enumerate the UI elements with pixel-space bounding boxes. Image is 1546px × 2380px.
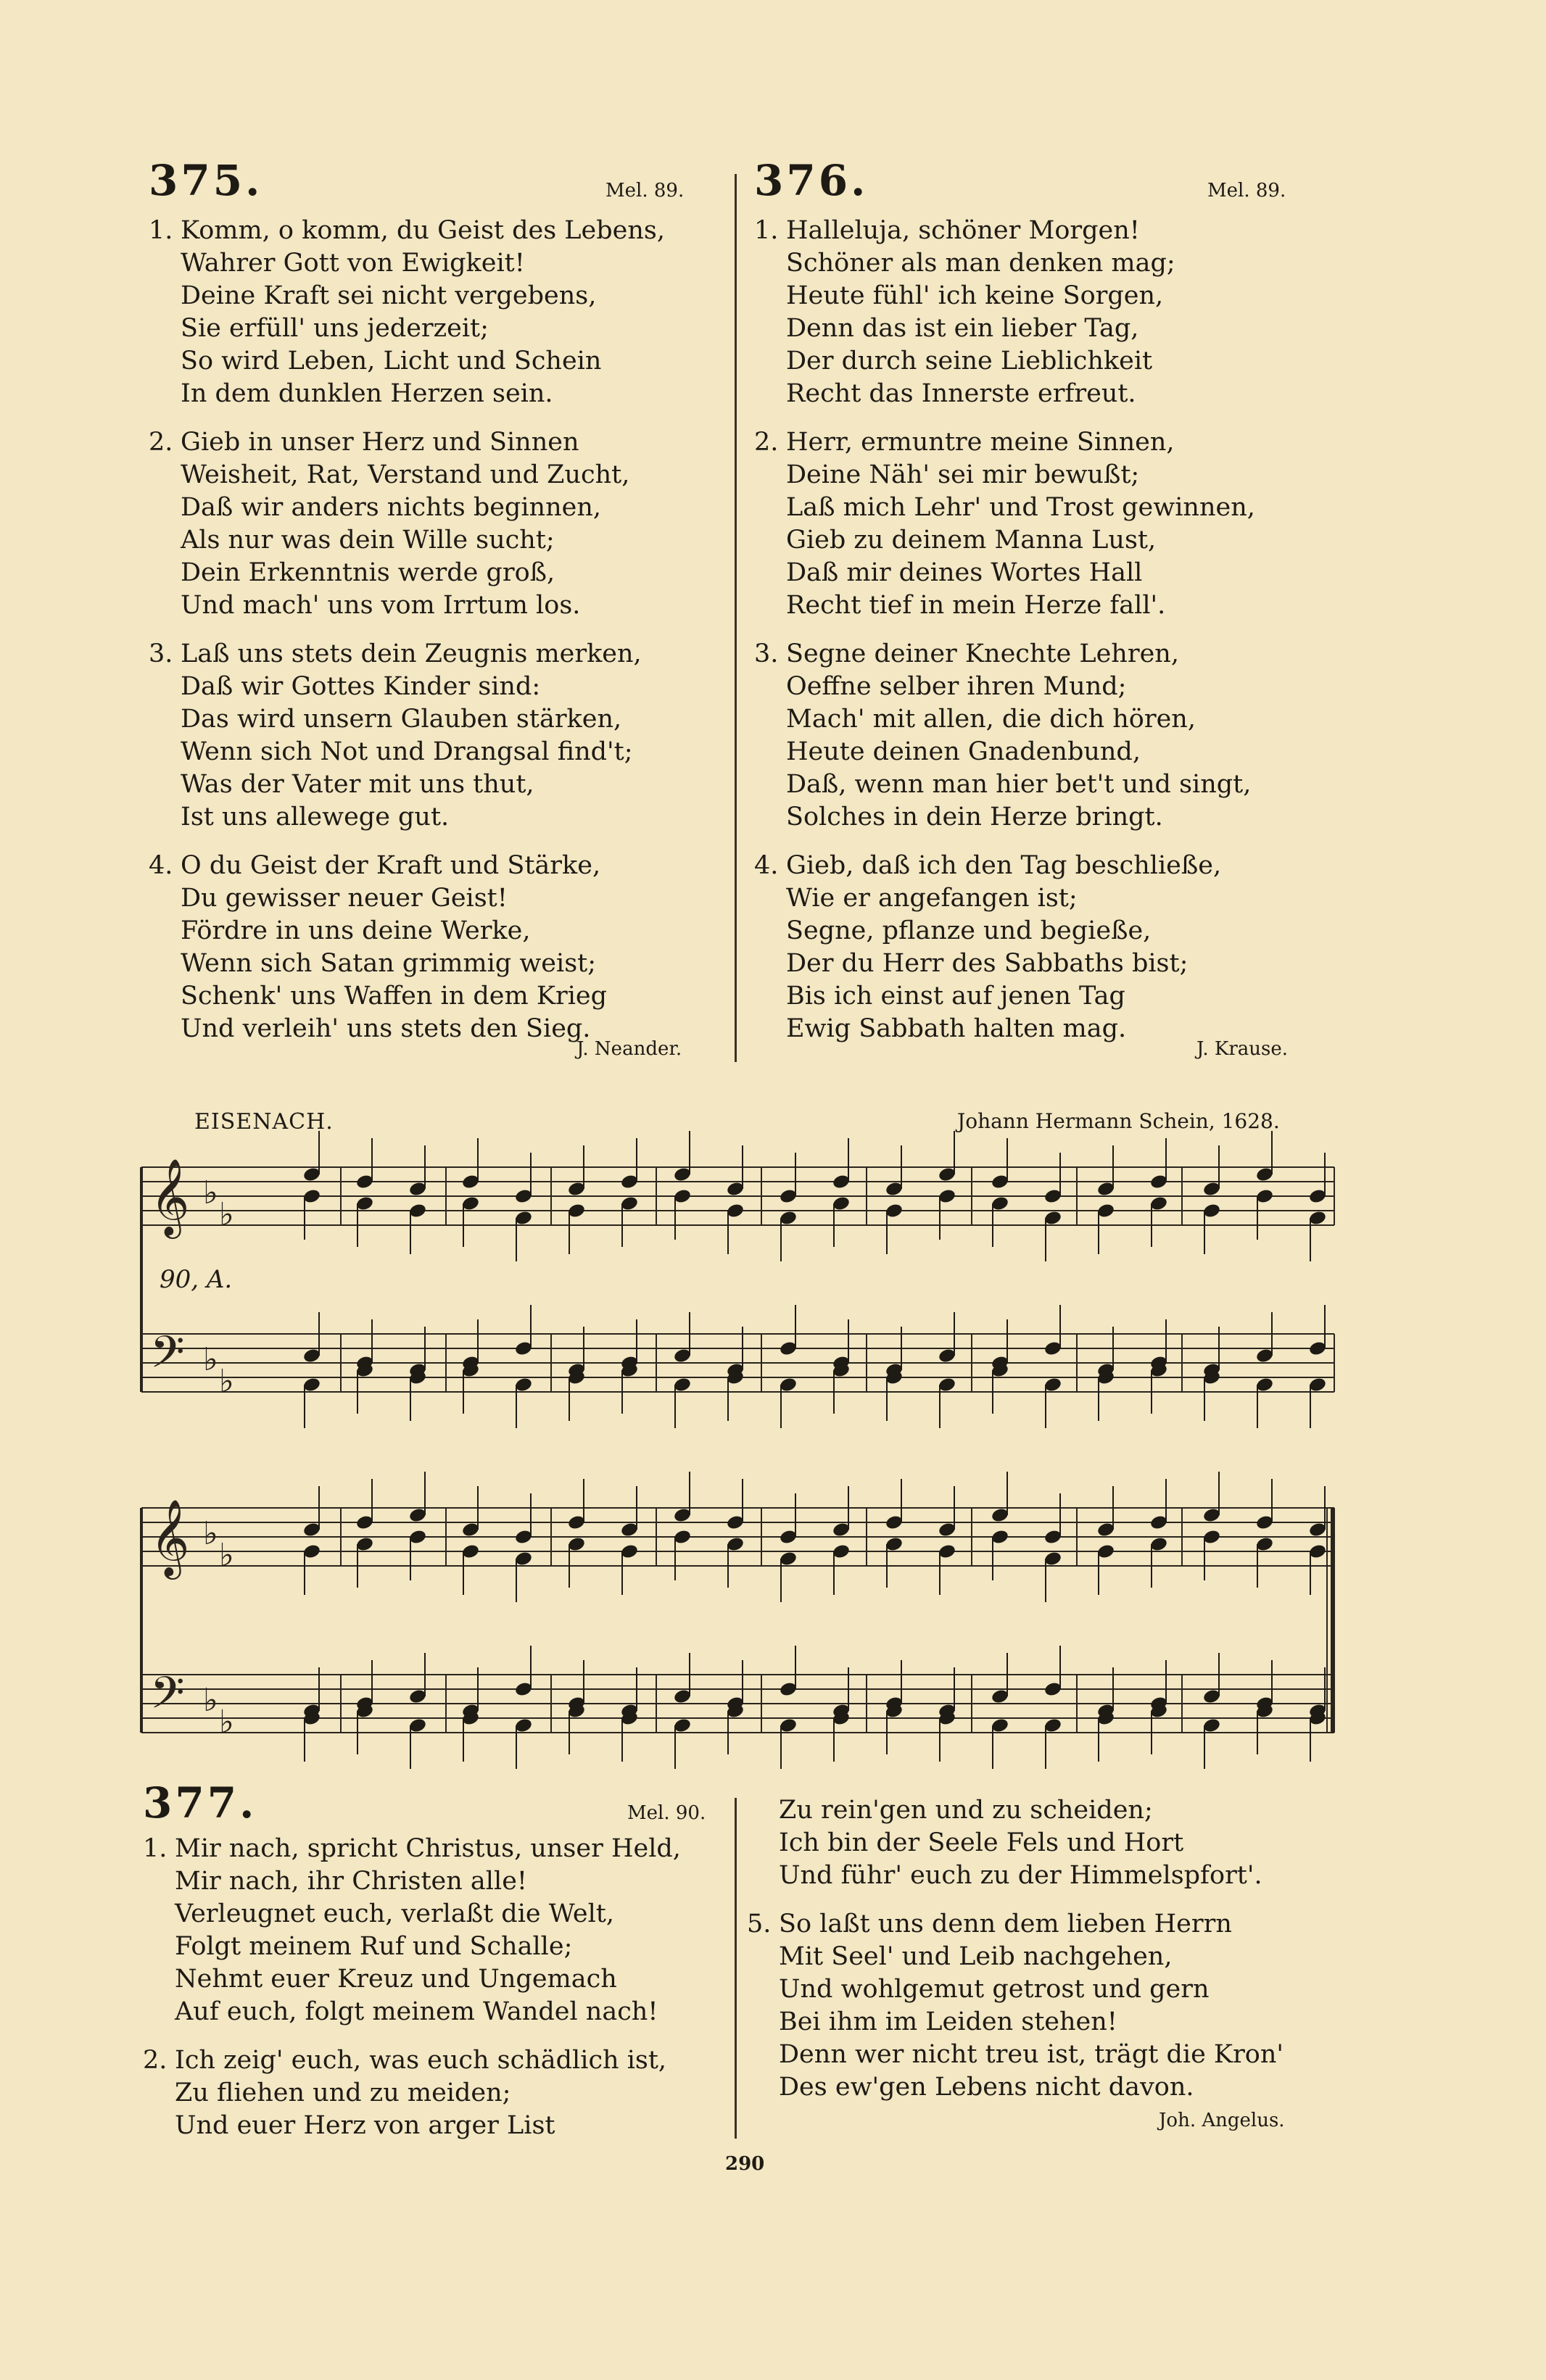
verse-text: Verleugnet euch, verlaßt die Welt, [175,1899,614,1928]
verse-line [754,378,1305,410]
verse-text: Gieb zu deinem Manna Lust, [786,526,1157,555]
verse-text: Der du Herr des Sabbaths bist; [786,949,1189,978]
verse [747,1908,1327,2104]
verse-number: 5. [747,1910,772,1939]
verse-line [754,948,1305,980]
verse-text: Gieb, daß ich den Tag beschließe, [786,851,1222,880]
verse [143,1833,723,2028]
verse-text: Mach' mit allen, die dich hören, [786,705,1196,734]
bass-flat-icon: ♭ [203,1341,218,1378]
hymn-author: J. Krause. [1196,1038,1289,1060]
hymn-author: J. Neander. [576,1038,682,1060]
verse-line [754,247,1305,280]
verse [149,850,722,1045]
verse-line [149,215,722,247]
verse-number: 3. [754,639,779,668]
verse-text: Ewig Sabbath halten mag. [786,1014,1127,1043]
verse-text: Und verleih' uns stets den Sieg. [181,1014,591,1043]
verse-text: In dem dunklen Herzen sein. [181,379,553,408]
verse-line [149,492,722,524]
verse-line [747,2039,1327,2071]
verse-line [747,2006,1327,2039]
verse-line [754,638,1305,671]
treble-flat-icon: ♭ [219,1537,234,1574]
verse-line [747,1859,1327,1892]
verse-line [143,2110,723,2142]
verse-line [149,703,722,736]
verse-text: Daß wir anders nichts beginnen, [181,493,601,522]
tune-composer: Johann Hermann Schein, 1628. [957,1109,1280,1133]
column-divider [735,174,737,1062]
verse-text: Heute deinen Gnadenbund, [786,737,1141,766]
verse-text: Schenk' uns Waffen in dem Krieg [181,982,608,1011]
hymn-375 [149,156,722,1060]
verse-line [143,1898,723,1931]
verse-text: Der durch seine Lieblichkeit [786,347,1153,376]
verse-text: Laß uns stets dein Zeugnis merken, [181,639,642,668]
verse-line [149,345,722,378]
bass-clef-icon: 𝄢 [150,1327,185,1389]
verse [754,850,1305,1045]
bass-flat-icon: ♭ [219,1704,234,1741]
verse-text: Komm, o komm, du Geist des Lebens, [181,216,666,245]
verse-line [754,671,1305,703]
verse-line [747,1827,1327,1859]
verse-line [143,1931,723,1963]
verse-text: Denn das ist ein lieber Tag, [786,314,1139,343]
verse-text: Schöner als man denken mag; [786,249,1175,278]
verse-line [149,801,722,834]
verse-line [747,1908,1327,1941]
verse-line [149,980,722,1013]
verse-number: 1. [149,216,173,245]
verse-text: Bei ihm im Leiden stehen! [779,2007,1117,2036]
verse-line [149,882,722,915]
verse-text: Segne deiner Knechte Lehren, [786,639,1179,668]
verse-text: Deine Kraft sei nicht vergebens, [181,281,597,310]
verse-gap [149,834,722,850]
verse-text: Halleluja, schöner Morgen! [786,216,1140,245]
verse-line [754,850,1305,882]
verse-line [754,524,1305,557]
hymn-377-continued [747,1794,1327,2131]
verse-gap [754,834,1305,850]
verse-text: Du gewisser neuer Geist! [181,884,508,913]
verse-text: Weisheit, Rat, Verstand und Zucht, [181,460,630,489]
verse-text: So wird Leben, Licht und Schein [181,347,602,376]
verse-line [143,1833,723,1865]
verse-gap [754,622,1305,638]
verse-line [754,915,1305,948]
verse-text: Oeffne selber ihren Mund; [786,672,1127,701]
verse-number: 3. [149,639,173,668]
verse-text: Bis ich einst auf jenen Tag [786,982,1125,1011]
verse-text: Solches in dein Herze bringt. [786,803,1163,832]
verse-text: Daß mir deines Wortes Hall [786,558,1143,587]
bass-flat-icon: ♭ [219,1363,234,1400]
verse-text: Denn wer nicht treu ist, trägt die Kron' [779,2040,1284,2069]
verse [149,215,722,410]
verse-text: Daß wir Gottes Kinder sind: [181,672,541,701]
verse-line [754,768,1305,801]
treble-flat-icon: ♭ [203,1515,218,1552]
music-score-system-1 [0,1131,1546,1435]
verse-line [754,280,1305,312]
verse-line [143,1963,723,1996]
verse-number: 4. [754,851,779,880]
verse-gap [149,622,722,638]
bass-clef-icon: 𝄢 [150,1667,185,1730]
verse-text: O du Geist der Kraft und Stärke, [181,851,601,880]
verse-line [747,1973,1327,2006]
hymn-number: 375. [149,156,263,205]
verse-text: Wenn sich Satan grimmig weist; [181,949,597,978]
verse-text: Ich bin der Seele Fels und Hort [779,1828,1184,1857]
verse-text: So laßt uns denn dem lieben Herrn [779,1910,1232,1939]
verse-text: Was der Vater mit uns thut, [181,770,534,799]
tune-reference: 90, A. [160,1265,233,1294]
verse-text: Zu fliehen und zu meiden; [175,2078,511,2107]
hymn-number: 377. [143,1778,257,1828]
hymn-verses [149,215,722,1045]
verse [754,426,1305,622]
treble-flat-icon: ♭ [203,1174,218,1211]
verse-line [754,426,1305,459]
melody-reference: Mel. 89. [1207,180,1286,202]
verse [754,638,1305,834]
verse-number: 2. [143,2046,168,2075]
verse-text: Und führ' euch zu der Himmelspfort'. [779,1861,1262,1890]
hymn-verses-col2 [747,1794,1327,2104]
verse-line [149,557,722,589]
verse-text: Und mach' uns vom Irrtum los. [181,591,581,620]
verse-line [143,2077,723,2110]
verse-line [149,459,722,492]
treble-clef-icon: 𝄞 [150,1158,190,1235]
verse-text: Als nur was dein Wille sucht; [181,526,555,555]
verse-number: 2. [754,428,779,457]
verse-line [149,948,722,980]
verse [754,215,1305,410]
bass-flat-icon: ♭ [203,1682,218,1719]
verse-line [754,459,1305,492]
verse-text: Und euer Herz von arger List [175,2111,555,2140]
verse-text: Mir nach, spricht Christus, unser Held, [175,1834,681,1863]
verse-text: Zu rein'gen und zu scheiden; [779,1796,1153,1825]
verse-number: 1. [754,216,779,245]
melody-reference: Mel. 90. [627,1802,706,1824]
verse-text: Heute fühl' ich keine Sorgen, [786,281,1164,310]
verse-text: Gieb in unser Herz und Sinnen [181,428,579,457]
verse-line [754,703,1305,736]
verse-text: Wahrer Gott von Ewigkeit! [181,249,525,278]
verse [143,2044,723,2142]
hymn-verses-col1 [143,1833,723,2142]
verse [149,638,722,834]
verse [747,1794,1327,1892]
verse-line [754,345,1305,378]
verse-gap [747,1892,1327,1908]
verse-line [754,589,1305,622]
verse-line [754,980,1305,1013]
verse-line [149,378,722,410]
verse-text: Folgt meinem Ruf und Schalle; [175,1932,573,1961]
verse-text: Das wird unsern Glauben stärken, [181,705,622,734]
verse-line [149,524,722,557]
column-divider [735,1798,737,2139]
music-score-system-2 [0,1464,1546,1783]
verse-line [754,736,1305,768]
verse-text: Ich zeig' euch, was euch schädlich ist, [175,2046,667,2075]
verse-line [143,2044,723,2077]
hymn-author: Joh. Angelus. [1159,2110,1285,2131]
verse-text: Nehmt euer Kreuz und Ungemach [175,1965,617,1994]
verse-text: Deine Näh' sei mir bewußt; [786,460,1140,489]
verse-line [149,280,722,312]
verse-line [149,915,722,948]
verse-text: Fördre in uns deine Werke, [181,916,531,945]
verse-text: Mit Seel' und Leib nachgehen, [779,1942,1173,1971]
verse-gap [149,410,722,426]
verse-line [149,736,722,768]
hymn-376 [754,156,1305,1060]
verse-line [149,589,722,622]
verse-line [754,801,1305,834]
verse-number: 2. [149,428,173,457]
hymn-verses [754,215,1305,1045]
verse-line [149,850,722,882]
hymn-377 [143,1778,723,2142]
verse-line [149,312,722,345]
verse-text: Sie erfüll' uns jederzeit; [181,314,489,343]
verse-text: Wenn sich Not und Drangsal find't; [181,737,633,766]
tune-name: EISENACH. [194,1109,334,1135]
verse-text: Dein Erkenntnis werde groß, [181,558,555,587]
melody-reference: Mel. 89. [605,180,685,202]
verse [149,426,722,622]
verse-text: Ist uns allewege gut. [181,803,450,832]
verse-text: Wie er angefangen ist; [786,884,1078,913]
verse-gap [754,410,1305,426]
verse-text: Recht tief in mein Herze fall'. [786,591,1166,620]
verse-text: Herr, ermuntre meine Sinnen, [786,428,1175,457]
verse-text: Mir nach, ihr Christen alle! [175,1867,527,1896]
treble-clef-icon: 𝄞 [150,1498,190,1576]
verse-line [754,312,1305,345]
verse-text: Und wohlgemut getrost und gern [779,1975,1210,2004]
verse-line [754,215,1305,247]
verse-text: Des ew'gen Lebens nicht davon. [779,2073,1194,2102]
verse-text: Segne, pflanze und begieße, [786,916,1152,945]
verse-text: Auf euch, folgt meinem Wandel nach! [175,1997,658,2026]
verse-line [149,247,722,280]
verse-line [149,426,722,459]
verse-text: Laß mich Lehr' und Trost gewinnen, [786,493,1255,522]
verse-line [149,638,722,671]
verse-line [747,1794,1327,1827]
verse-line [747,1941,1327,1973]
treble-flat-icon: ♭ [219,1196,234,1233]
verse-text: Daß, wenn man hier bet't und singt, [786,770,1252,799]
verse-text: Recht das Innerste erfreut. [786,379,1136,408]
verse-line [149,671,722,703]
verse-line [747,2071,1327,2104]
verse-number: 4. [149,851,173,880]
hymn-number: 376. [754,156,869,205]
verse-line [149,768,722,801]
verse-number: 1. [143,1834,168,1863]
verse-line [143,1865,723,1898]
verse-line [143,1996,723,2028]
verse-line [754,557,1305,589]
verse-line [754,882,1305,915]
verse-gap [143,2028,723,2044]
verse-line [754,492,1305,524]
page-number: 290 [725,2153,765,2175]
